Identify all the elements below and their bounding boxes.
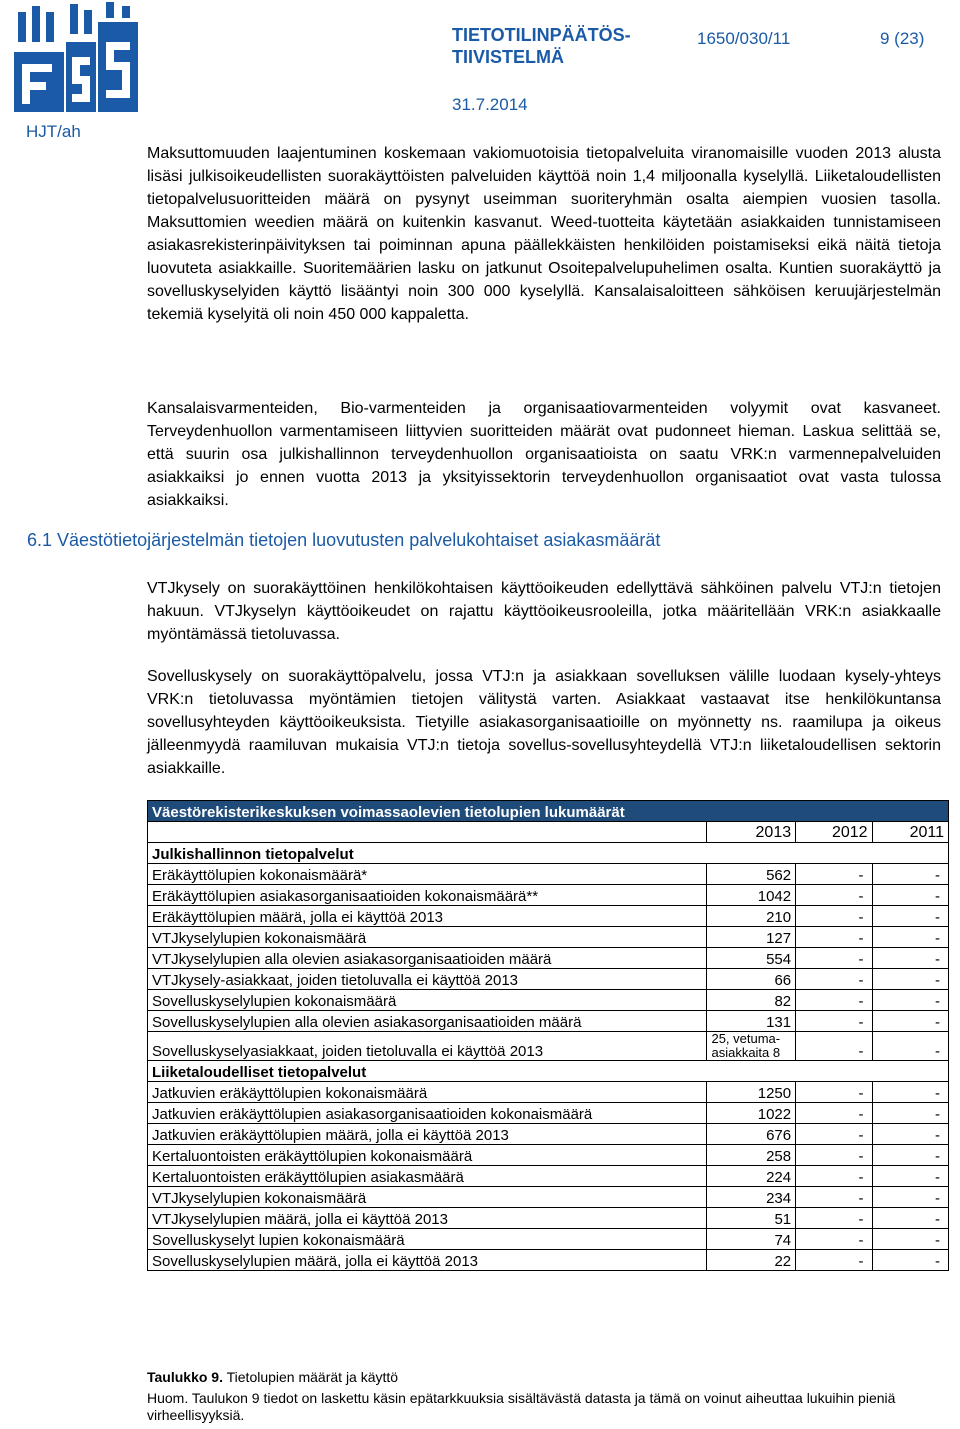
value-2013: 1250 (707, 1082, 796, 1103)
table-caption: Väestörekisterikeskuksen voimassaolevien tietolupien lukumäärät (148, 801, 949, 822)
table-row (148, 990, 949, 1011)
table-row (148, 1011, 949, 1032)
row-label: VTJkyselylupien määrä, jolla ei käyttöä 2013 (148, 1208, 707, 1229)
value-2011: - (872, 1103, 948, 1124)
value-2011: - (872, 1124, 948, 1145)
row-label: Jatkuvien eräkäyttölupien kokonaismäärä (148, 1082, 707, 1103)
table-caption-row (148, 801, 949, 822)
value-2013: 22 (707, 1250, 796, 1271)
value-2011: - (872, 1011, 948, 1032)
value-2013: 554 (707, 948, 796, 969)
table-year-header (148, 822, 949, 843)
table-row (148, 885, 949, 906)
value-2012: - (796, 1250, 872, 1271)
table-row (148, 864, 949, 885)
paragraph-3: VTJkysely on suorakäyttöinen henkilökohtaisen käyttöoikeuden edellyttävä sähköinen palvelu VTJ:n tietojen hakuun. VTJkyselyn käyttöoikeudet on rajattu käyttöoikeusrooleilla, jotka määritellään VRK:n asiakkaalle myöntämässä tietoluvassa. (147, 580, 941, 643)
value-2013: 676 (707, 1124, 796, 1145)
table-row (148, 1103, 949, 1124)
value-2011: - (872, 906, 948, 927)
row-label: Sovelluskyselylupien määrä, jolla ei käyttöä 2013 (148, 1250, 707, 1271)
row-label: VTJkyselylupien kokonaismäärä (148, 1187, 707, 1208)
vrk-logo-icon (6, 2, 146, 117)
value-2011: - (872, 885, 948, 906)
value-2011: - (872, 1208, 948, 1229)
table-row (148, 948, 949, 969)
table-row (148, 969, 949, 990)
row-label: VTJkysely-asiakkaat, joiden tietoluvalla ei käyttöä 2013 (148, 969, 707, 990)
table-row (148, 1145, 949, 1166)
table-note: Huom. Taulukon 9 tiedot on laskettu käsin epätarkkuuksia sisältävästä datasta ja tämä on voinut aiheuttaa lukuihin pieniä virheellisyyksiä. (147, 1390, 896, 1423)
table-row (148, 1032, 949, 1061)
value-2013: 1042 (707, 885, 796, 906)
value-2013: 82 (707, 990, 796, 1011)
value-2011: - (872, 864, 948, 885)
value-2013: 51 (707, 1208, 796, 1229)
table-section-heading: Julkishallinnon tietopalvelut (148, 843, 949, 864)
document-number: 1650/030/11 (697, 29, 791, 48)
document-title: TIETOTILINPÄÄTÖS-TIIVISTELMÄ (452, 25, 631, 67)
permits-table (147, 800, 949, 1271)
row-label: Sovelluskyselylupien kokonaismäärä (148, 990, 707, 1011)
row-label: Jatkuvien eräkäyttölupien määrä, jolla ei käyttöä 2013 (148, 1124, 707, 1145)
value-2012: - (796, 1124, 872, 1145)
author-initials: HJT/ah (26, 122, 81, 141)
table-row (148, 906, 949, 927)
value-2011: - (872, 1082, 948, 1103)
year-2012: 2012 (796, 822, 872, 843)
value-2013: 258 (707, 1145, 796, 1166)
value-2011: - (872, 969, 948, 990)
paragraph-1: Maksuttomuuden laajentuminen koskemaan vakiomuotoisia tietopalveluita viranomaisille vuoden 2013 alusta lisäsi julkisoikeudellisten suorakäyttöisten palveluiden käyttöä noin 1,4 miljoonalla kyselyllä. Liiketaloudellisten tietopalvelusuoritteiden määrä on pysynyt useimman suoriteryhmän osalta aiempien vuosien tasolla. Maksuttomien weedien määrä on kuitenkin kasvanut. Weed-tuotteita käytetään asiakkaiden tunnistamiseen asiakasrekisterinpäivityksen tai poiminnan apuna päällekkäisten henkilöiden poistamiseksi eikä näitä tietoja luovuteta asiakkaille. Suoritemäärien lasku on jatkunut Osoitepalvelupuhelimen osalta. Kuntien suorakäyttö ja sovelluskyselyiden käyttö lisääntyi noin 300 000 kyselyllä. Kansalaisaloitteen sähköisen keruujärjestelmän tekemiä kyselyitä oli noin 450 000 kappaletta. (147, 145, 941, 323)
table-section-heading: Liiketaloudelliset tietopalvelut (148, 1061, 949, 1082)
table-row (148, 1250, 949, 1271)
value-2011: - (872, 1229, 948, 1250)
value-2012: - (796, 1208, 872, 1229)
value-2012: - (796, 1032, 872, 1061)
year-2011: 2011 (872, 822, 948, 843)
value-2012: - (796, 864, 872, 885)
table-row (148, 1124, 949, 1145)
row-label: Sovelluskyselyt lupien kokonaismäärä (148, 1229, 707, 1250)
table-row (148, 1229, 949, 1250)
row-label: VTJkyselylupien alla olevien asiakasorganisaatioiden määrä (148, 948, 707, 969)
row-label: Jatkuvien eräkäyttölupien asiakasorganisaatioiden kokonaismäärä (148, 1103, 707, 1124)
value-2013: 562 (707, 864, 796, 885)
value-2013: 131 (707, 1011, 796, 1032)
value-2013: 210 (707, 906, 796, 927)
page-number: 9 (23) (880, 29, 925, 48)
year-2013: 2013 (707, 822, 796, 843)
value-2012: - (796, 906, 872, 927)
value-2011: - (872, 927, 948, 948)
row-label: Sovelluskyselylupien alla olevien asiakasorganisaatioiden määrä (148, 1011, 707, 1032)
value-2012: - (796, 990, 872, 1011)
row-label: Kertaluontoisten eräkäyttölupien kokonaismäärä (148, 1145, 707, 1166)
table-row (148, 1166, 949, 1187)
value-2013: 127 (707, 927, 796, 948)
table-row (148, 1082, 949, 1103)
value-2012: - (796, 885, 872, 906)
paragraph-4: Sovelluskysely on suorakäyttöpalvelu, jossa VTJ:n ja asiakkaan sovelluksen välille luodaan kysely-yhteys VRK:n tietoluvassa myöntämien tietojen välitystä varten. Asiakkaat vastaavat itse henkilökuntansa sovellusyhteyden käyttöoikeuksista. Tietyille asiakasorganisaatioille on myönnetty ns. raamilupa ja oikeus jälleenmyydä raamiluvan mukaisia VTJ:n tietoja sovellus-sovellusyhteydellä VTJ:n liiketaloudellisen sektorin asiakkaille. (147, 668, 941, 777)
value-2012: - (796, 1187, 872, 1208)
value-2012: - (796, 948, 872, 969)
table-row (148, 1187, 949, 1208)
value-2013: 66 (707, 969, 796, 990)
value-2012: - (796, 927, 872, 948)
logo (6, 2, 146, 117)
value-2012: - (796, 1011, 872, 1032)
value-2011: - (872, 1145, 948, 1166)
row-label: Eräkäyttölupien määrä, jolla ei käyttöä 2013 (148, 906, 707, 927)
paragraph-2: Kansalaisvarmenteiden, Bio-varmenteiden ja organisaatiovarmenteiden volyymit ovat kasvaneet. Terveydenhuollon varmentamiseen liittyvien suoritteiden määrät ovat pudonneet hieman. Laskua selittää se, että suurin osa julkishallinnon terveydenhuollon organisaatioista on saatu VRK:n varmennepalveluiden asiakkaiksi jo ennen vuotta 2013 ja yksityissektorin terveydenhuollon organisaatiot ovat vasta tulossa asiakkaiksi. (147, 400, 941, 509)
value-2011: - (872, 1187, 948, 1208)
value-2013: 234 (707, 1187, 796, 1208)
row-label: Sovelluskyselyasiakkaat, joiden tietoluvalla ei käyttöä 2013 (148, 1032, 707, 1061)
row-label: Eräkäyttölupien kokonaismäärä* (148, 864, 707, 885)
section-heading: 6.1 Väestötietojärjestelmän tietojen luovutusten palvelukohtaiset asiakasmäärät (27, 530, 661, 550)
value-2012: - (796, 969, 872, 990)
table-row (148, 1208, 949, 1229)
document-date: 31.7.2014 (452, 95, 528, 114)
value-2013: 1022 (707, 1103, 796, 1124)
row-label: VTJkyselylupien kokonaismäärä (148, 927, 707, 948)
value-2012: - (796, 1166, 872, 1187)
row-label: Eräkäyttölupien asiakasorganisaatioiden kokonaismäärä** (148, 885, 707, 906)
value-2011: - (872, 1032, 948, 1061)
value-2012: - (796, 1145, 872, 1166)
value-2011: - (872, 1166, 948, 1187)
row-label: Kertaluontoisten eräkäyttölupien asiakasmäärä (148, 1166, 707, 1187)
value-2011: - (872, 948, 948, 969)
value-2011: - (872, 1250, 948, 1271)
value-2012: - (796, 1103, 872, 1124)
value-2012: - (796, 1229, 872, 1250)
value-2013: 224 (707, 1166, 796, 1187)
value-2011: - (872, 990, 948, 1011)
value-2013: 25, vetuma-asiakkaita 8 (707, 1032, 796, 1061)
table-row (148, 927, 949, 948)
value-2013: 74 (707, 1229, 796, 1250)
value-2012: - (796, 1082, 872, 1103)
table-caption-label: Taulukko 9. Tietolupien määrät ja käyttö (147, 1369, 399, 1385)
